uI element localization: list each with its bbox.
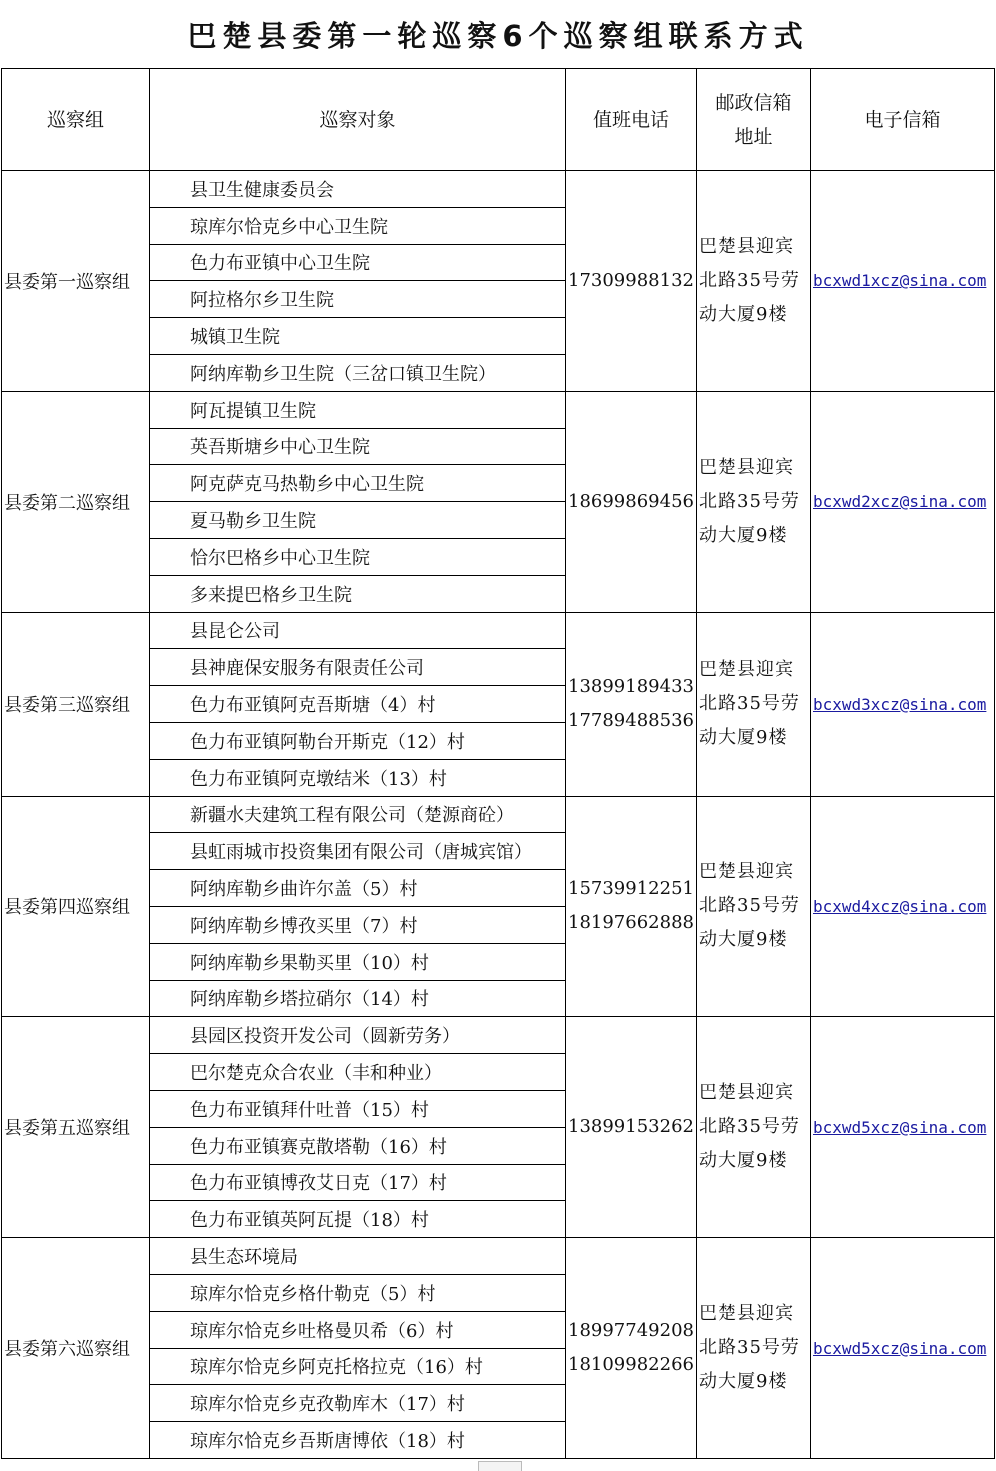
inspection-target: 县生态环境局 [150, 1238, 566, 1275]
phone-number: 13899153262 [568, 1116, 694, 1138]
table-row [2, 391, 995, 428]
inspection-target: 阿纳库勒乡曲许尔盖（5）村 [150, 870, 566, 907]
phone-number: 18109982266 [568, 1354, 694, 1375]
email-link[interactable]: bcxwd5xcz@sina.com [811, 1238, 995, 1459]
inspection-target: 县神鹿保安服务有限责任公司 [150, 649, 566, 686]
header-email: 电子信箱 [811, 69, 995, 171]
table-row [2, 796, 995, 833]
address-line: 北路35号劳 [699, 895, 800, 917]
address-line: 北路35号劳 [699, 269, 800, 291]
inspection-target: 多来提巴格乡卫生院 [150, 575, 566, 612]
address-line: 北路35号劳 [699, 1116, 800, 1138]
inspection-target: 阿瓦提镇卫生院 [150, 391, 566, 428]
header-postal-line2: 地址 [734, 125, 773, 148]
inspection-target: 县卫生健康委员会 [150, 171, 566, 208]
header-row [2, 69, 995, 171]
inspection-target: 阿纳库勒乡果勒买里（10）村 [150, 943, 566, 980]
inspection-target: 县昆仑公司 [150, 612, 566, 649]
address-line: 动大厦9楼 [699, 929, 788, 951]
address-line: 动大厦9楼 [699, 727, 788, 749]
postal-address [697, 612, 811, 796]
inspection-target: 色力布亚镇阿克墩结米（13）村 [150, 759, 566, 796]
duty-phone [566, 1238, 697, 1459]
phone-number: 18699869456 [568, 490, 694, 512]
postal-address [697, 1238, 811, 1459]
group-name: 县委第三巡察组 [2, 612, 150, 796]
address-line: 动大厦9楼 [699, 303, 788, 325]
header-postal-line1: 邮政信箱 [715, 91, 792, 114]
email-link[interactable]: bcxwd3xcz@sina.com [811, 612, 995, 796]
inspection-target: 色力布亚镇博孜艾日克（17）村 [150, 1164, 566, 1201]
table-row [2, 171, 995, 208]
page-title: 巴楚县委第一轮巡察6个巡察组联系方式 [187, 19, 809, 53]
duty-phone [566, 796, 697, 1017]
inspection-target: 琼库尔恰克乡阿克托格拉克（16）村 [150, 1348, 566, 1385]
inspection-target: 琼库尔恰克乡中心卫生院 [150, 207, 566, 244]
inspection-target: 阿克萨克马热勒乡中心卫生院 [150, 465, 566, 502]
email-link[interactable]: bcxwd2xcz@sina.com [811, 391, 995, 612]
inspection-target: 县园区投资开发公司（圆新劳务） [150, 1017, 566, 1054]
address-line: 北路35号劳 [699, 693, 800, 715]
inspection-target: 色力布亚镇阿勒台开斯克（12）村 [150, 722, 566, 759]
inspection-target: 阿纳库勒乡博孜买里（7）村 [150, 906, 566, 943]
inspection-contact-table [1, 68, 995, 1459]
inspection-target: 琼库尔恰克乡吐格曼贝希（6）村 [150, 1311, 566, 1348]
inspection-target: 色力布亚镇拜什吐普（15）村 [150, 1090, 566, 1127]
phone-number: 17309988132 [568, 269, 694, 291]
duty-phone [566, 612, 697, 796]
phone-number: 15739912251 [568, 878, 694, 900]
phone-number: 17789488536 [568, 710, 694, 732]
inspection-target: 色力布亚镇赛克散塔勒（16）村 [150, 1127, 566, 1164]
address-line: 北路35号劳 [699, 1337, 800, 1358]
address-line: 巴楚县迎宾 [699, 1303, 794, 1324]
table-row [2, 612, 995, 649]
inspection-target: 色力布亚镇英阿瓦提（18）村 [150, 1201, 566, 1238]
group-name: 县委第二巡察组 [2, 391, 150, 612]
inspection-target: 琼库尔恰克乡克孜勒库木（17）村 [150, 1385, 566, 1422]
header-group: 巡察组 [2, 69, 150, 171]
duty-phone [566, 391, 697, 612]
inspection-target: 县虹雨城市投资集团有限公司（唐城宾馆） [150, 833, 566, 870]
group-name: 县委第五巡察组 [2, 1017, 150, 1238]
table-row [2, 1017, 995, 1054]
address-line: 动大厦9楼 [699, 1371, 788, 1392]
header-postal-address [697, 69, 811, 171]
inspection-target: 阿纳库勒乡卫生院（三岔口镇卫生院） [150, 354, 566, 391]
header-targets: 巡察对象 [150, 69, 566, 171]
inspection-target: 阿纳库勒乡塔拉硝尔（14）村 [150, 980, 566, 1017]
address-line: 动大厦9楼 [699, 1150, 788, 1172]
inspection-target: 琼库尔恰克乡吾斯唐博依（18）村 [150, 1422, 566, 1459]
duty-phone [566, 171, 697, 392]
inspection-target: 色力布亚镇中心卫生院 [150, 244, 566, 281]
address-line: 巴楚县迎宾 [699, 861, 794, 883]
inspection-target: 色力布亚镇阿克吾斯塘（4）村 [150, 686, 566, 723]
inspection-target: 恰尔巴格乡中心卫生院 [150, 538, 566, 575]
inspection-target: 阿拉格尔乡卫生院 [150, 281, 566, 318]
address-line: 巴楚县迎宾 [699, 1082, 794, 1104]
group-name: 县委第四巡察组 [2, 796, 150, 1017]
inspection-target: 英吾斯塘乡中心卫生院 [150, 428, 566, 465]
address-line: 动大厦9楼 [699, 524, 788, 546]
address-line: 巴楚县迎宾 [699, 659, 794, 681]
inspection-target: 新疆水夫建筑工程有限公司（楚源商砼） [150, 796, 566, 833]
duty-phone [566, 1017, 697, 1238]
inspection-target: 夏马勒乡卫生院 [150, 502, 566, 539]
phone-number: 18197662888 [568, 912, 694, 934]
inspection-target: 琼库尔恰克乡格什勒克（5）村 [150, 1274, 566, 1311]
phone-number: 13899189433 [568, 676, 694, 698]
postal-address [697, 391, 811, 612]
email-link[interactable]: bcxwd4xcz@sina.com [811, 796, 995, 1017]
phone-number: 18997749208 [568, 1320, 694, 1341]
postal-address [697, 171, 811, 392]
address-line: 北路35号劳 [699, 490, 800, 512]
postal-address [697, 1017, 811, 1238]
header-phone: 值班电话 [566, 69, 697, 171]
email-link[interactable]: bcxwd5xcz@sina.com [811, 1017, 995, 1238]
inspection-target: 巴尔楚克众合农业（丰和种业） [150, 1054, 566, 1091]
group-name: 县委第一巡察组 [2, 171, 150, 392]
address-line: 巴楚县迎宾 [699, 456, 794, 478]
table-row [2, 1238, 995, 1275]
postal-address [697, 796, 811, 1017]
inspection-target: 城镇卫生院 [150, 318, 566, 355]
email-link[interactable]: bcxwd1xcz@sina.com [811, 171, 995, 392]
address-line: 巴楚县迎宾 [699, 235, 794, 257]
group-name: 县委第六巡察组 [2, 1238, 150, 1459]
